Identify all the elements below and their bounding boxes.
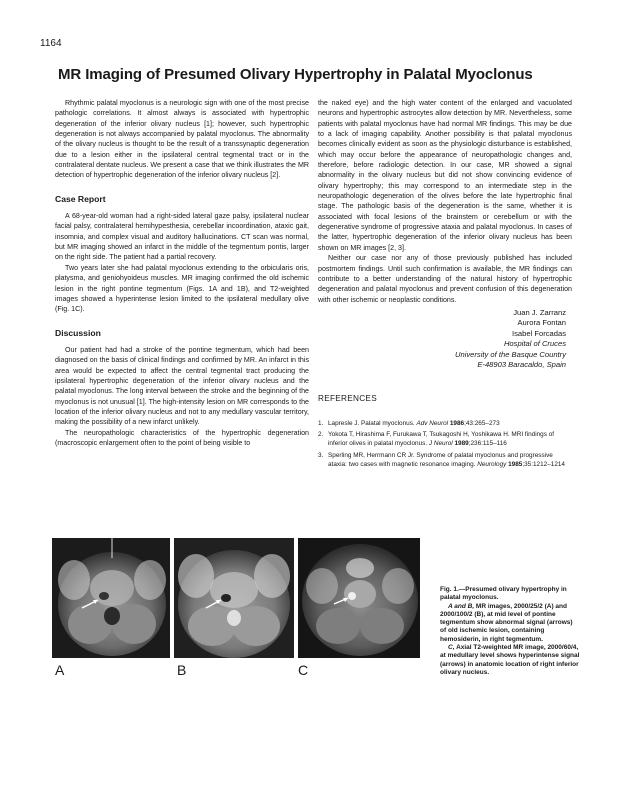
right-column	[318, 98, 572, 472]
panel-label-b: B	[177, 662, 187, 678]
author-signature	[318, 308, 572, 370]
case-report-paragraph-1: A 68-year-old woman had a right-sided lateral gaze palsy, ipsilateral nuclear facial palsy, contralateral hemihypesthesia, cerebellar incoordination, ataxic gait, insomnia, and complex visual and auditory hallucinations. CT scan was normal, but MR imaging showed an infarct in the middle of the tegmentum pontis, larger on the right side. The patient had a partial recovery.	[55, 212, 309, 262]
discussion-paragraph-2: The neuropathologic characteristics of the hypertrophic degeneration (macroscopic enlargement often to the point of being visible to	[55, 428, 309, 447]
panel-label-a: A	[55, 662, 65, 678]
discussion-paragraph-1: Our patient had had a stroke of the pontine tegmentum, which had been diagnosed on the basis of clinical findings and confirmed by MR. An infarct in this area would be expected to affect the central tegmental tract producing the ipsilateral hypertrophic degeneration of the inferior olivary nucleus and the palatal myoclonus. The long interval between the stroke and the beginning of the myoclonus is not unusual [1]. The high-intensity lesion on MR corresponds to the location of the inferior olivary nucleus and not to any medullary vascular territory, making the possibility of a new infarct unlikely.	[55, 345, 309, 427]
reference-item: 1. Lapresle J. Palatal myoclonus. Adv Neurol 1986;43:265–273	[318, 419, 500, 427]
figure-caption	[440, 586, 580, 677]
page-number: 1164	[40, 38, 62, 49]
reference-item: 3. Sperling MR, Herrmann CR Jr. Syndrome of palatal myoclonus and progressive ataxia: two cases with magnetic resonance imaging. Neurology 1985;35:1212–1214	[318, 451, 565, 469]
references-heading: REFERENCES	[318, 394, 377, 404]
left-column	[55, 98, 309, 448]
mr-image-b	[174, 538, 294, 658]
discussion-paragraph-2-continued: the naked eye) and the high water content of the enlarged and vacuolated neurons and hypertrophic astrocytes allow detection by MR. Nevertheless, some patients with palatal myoclonus have had normal MR findings. This may be due to a lack of imaging capability. Another possibility is that palatal myoclonus becomes clinically evident as soon as the physiologic disturbance is established, which may occur before the appearance of neuropathologic changes and, therefore, before radiologic detection. In our case, MR showed a signal abnormality in the olivary nucleus but did not show convincing evidence of olivary hypertrophy; this may correspond to an intermediate step in the neuropathologic degeneration of the olives before the late hypertrophic final stage. The pathologic basis of the degeneration is the same, whether it is associated with focal lesions of the brainstem or cerebellum or with the degenerative syndrome of progressive ataxia and palatal myoclonus. In cases of the latter, hypertrophic degeneration of the inferior olivary nucleus has been shown on MR images [2, 3].	[318, 99, 572, 252]
case-report-paragraph-2: Two years later she had palatal myoclonus extending to the orbicularis oris, platysma, and geniohyoideus muscles. MR imaging confirmed the old ischemic lesion in the right pontine tegmentum (Figs. 1A and 1B), and T2-weighted images showed a hyperintense lesion limited to the ipsilateral medullary olive (Fig. 1C).	[55, 263, 309, 314]
reference-item: 2. Yokota T, Hirashima F, Furukawa T, Tsukagoshi H, Yoshikawa H. MRI findings of inferior olives in palatal myoclonus. J Neurol 1989;236:115–116	[318, 431, 555, 448]
author-name: Isabel Forcadas	[511, 328, 566, 338]
author-name: Aurora Fontan	[517, 318, 566, 328]
author-affiliation: E-48903 Baracaldo, Spain	[477, 359, 566, 369]
author-affiliation: Hospital of Cruces	[503, 339, 566, 349]
caption-c: C, Axial T2-weighted MR image, 2000/60/4, at medullary level shows hyperintense signal (arrows) in anatomic location of right inferior olivary nucleus.	[440, 644, 580, 676]
mr-image-a	[52, 538, 170, 658]
references-list	[318, 419, 572, 470]
panel-label-c: C	[298, 662, 309, 678]
author-affiliation: University of the Basque Country	[454, 349, 566, 359]
author-name: Juan J. Zarranz	[513, 307, 566, 317]
article-title: MR Imaging of Presumed Olivary Hypertrophy in Palatal Myoclonus	[58, 66, 533, 83]
discussion-paragraph-3: Neither our case nor any of those previously published has included postmortem findings. Until such confirmation is available, the MR findings can contribute to a better understanding of the natural history of hypertrophic degeneration and palatal myoclonus and prevent confusion of this degeneration with other ischemic or neoplastic conditions.	[318, 254, 572, 304]
intro-paragraph: Rhythmic palatal myoclonus is a neurologic sign with one of the most precise pathologic correlations. It almost always is associated with hypertrophic degeneration of the inferior olivary nucleus [1]; however, such hypertrophic degeneration is not always accompanied by palatal myoclonus. The abnormality of the olivary nucleus is thought to be the result of a transsynaptic degeneration due to a lesion either in the ipsilateral central tegmental tract or in the contralateral dentate nucleus. We present a case that we think illustrates the MR detection of hypertrophic degeneration of the inferior olivary nucleus [2].	[55, 99, 309, 180]
mr-image-c	[298, 538, 420, 658]
case-report-heading: Case Report	[55, 193, 106, 204]
caption-ab: A and B, MR images, 2000/25/2 (A) and 2000/100/2 (B), at mid level of pontine tegmentum show abnormal signal (arrows) of old ischemic lesion, containing hemosiderin, in right tegmentum.	[440, 602, 573, 643]
caption-title: Fig. 1.—Presumed olivary hypertrophy in palatal myoclonus.	[440, 586, 567, 602]
discussion-heading: Discussion	[55, 327, 101, 338]
